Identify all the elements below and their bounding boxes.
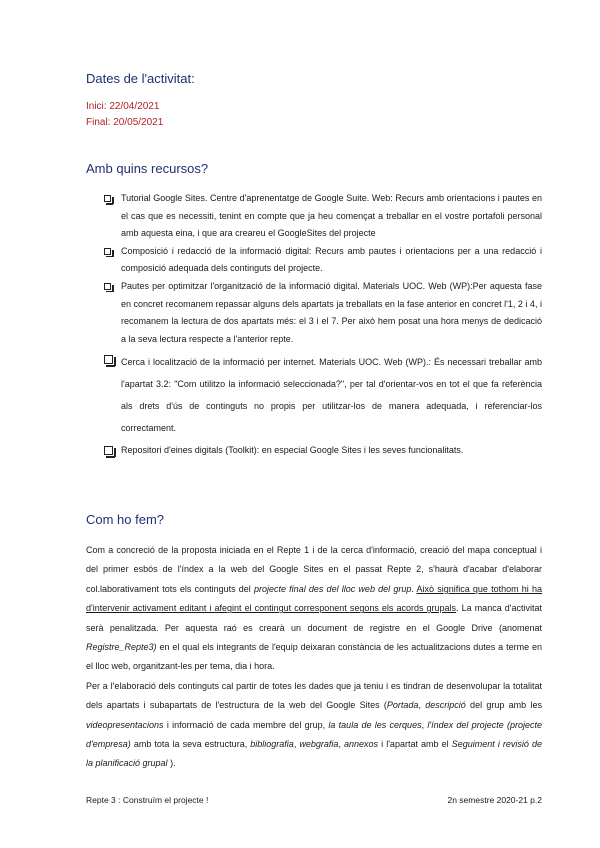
text-run: ). — [167, 758, 176, 769]
text-run: Com a concreció de la proposta iniciada en el Repte 1 i de la cerca d'informació, creació del mapa conceptual i del primer esbós de l'índex a la web del Google Sites en el passat Repte 2, s'haurà d'acabar d'elaborar col.laborativament tots els continguts del — [86, 545, 542, 594]
italic-run: la taula de les cerques — [328, 719, 422, 730]
italic-run: videopresentacions — [86, 719, 164, 730]
italic-run: webgrafia — [299, 739, 339, 750]
how-heading: Com ho fem? — [86, 512, 165, 527]
text-run: . La manca d'activitat serà penalitzada. Per aquesta raó es crearà un document de registre en el Google Drive (anomenat — [86, 603, 542, 633]
checkbox-bullet-icon — [104, 283, 111, 290]
paragraph — [86, 541, 542, 677]
checkbox-bullet-icon — [104, 355, 113, 364]
resource-text: Cerca i localització de la informació per internet. Materials UOC. Web (WP).: És necessari treballar amb l'apartat 3.2: "Com utilitzo la informació seleccionada?", per tal d'orientar-vos en tot el que fa referència als drets d'ús de continguts no propis per utilitzar-los de manera adequada, i referenciar-los correctament. — [121, 357, 542, 434]
italic-run: Registre_Repte3) — [86, 642, 157, 653]
resources-heading: Amb quins recursos? — [86, 161, 209, 176]
dates-heading: Dates de l'activitat: — [86, 71, 195, 86]
checkbox-bullet-icon — [104, 446, 113, 455]
paragraph — [86, 677, 542, 774]
list-item — [104, 243, 542, 278]
text-run: amb tota la seva estructura, — [130, 739, 251, 750]
end-date: Final: 20/05/2021 — [86, 117, 164, 128]
resource-text: Pautes per optimitzar l'organització de la informació digital. Materials UOC. Web (WP):Per aquesta fase en concret recomanem repassar alguns dels apartats ja treballats en la fase anterior en concret l'1, 2 i 4, i recomanem la lectura de dos apartats més: el 3 i el 7. Per això hem posat una hora menys de dedicació a la seva lectura respecte a l'anterior repte. — [121, 280, 542, 344]
text-run: del grup amb les — [465, 700, 542, 711]
text-run: , — [293, 739, 300, 750]
italic-run: descripció — [425, 700, 466, 711]
text-run: , — [421, 719, 428, 730]
resource-text: Tutorial Google Sites. Centre d'aprenentatge de Google Suite. Web: Recurs amb orientacions i pautes en el cas que es necessiti, tenint en compte que ja heu començat a treballar en el vostre portafoli personal amb aquesta eina, i que ara creareu el GoogleSites del projecte — [121, 193, 542, 239]
resource-text: Composició i redacció de la informació digital: Recurs amb pautes i orientacions per a una redacció i composició adequada dels continguts del projecte. — [121, 245, 542, 274]
checkbox-bullet-icon — [104, 248, 111, 255]
footer-right: 2n semestre 2020-21 p.2 — [447, 795, 542, 805]
text-run: i informació de cada membre del grup, — [163, 719, 329, 730]
list-item — [104, 442, 542, 460]
checkbox-bullet-icon — [104, 195, 111, 202]
footer-left: Repte 3 : Construïm el projecte ! — [86, 795, 209, 805]
text-run: . — [411, 583, 417, 594]
start-date: Inici: 22/04/2021 — [86, 101, 160, 112]
list-item — [104, 278, 542, 348]
text-run: , — [418, 700, 426, 711]
list-item — [104, 351, 542, 439]
text-run: i l'apartat amb el — [378, 739, 452, 750]
italic-run: projecte final des del lloc web del grup — [253, 583, 412, 594]
italic-run: Portada — [386, 700, 419, 711]
text-run: en el qual els integrants de l'equip deixaran constància de les actualitzacions dutes a terme en el lloc web, organitzant-les per tema, dia i hora. — [86, 642, 542, 672]
italic-run: bibliografia — [250, 739, 294, 750]
resources-list — [104, 190, 542, 460]
list-item — [104, 190, 542, 243]
italic-run: l'índex del projecte (projecte d'empresa) — [86, 719, 542, 750]
how-body — [86, 541, 542, 774]
resource-text: Repositori d'eines digitals (Toolkit): en especial Google Sites i les seves funcionalitats. — [121, 445, 464, 456]
text-run: , — [338, 739, 345, 750]
text-run: Per a l'elaboració dels continguts cal partir de totes les dades que ja teniu i es tindran de desenvolupar la totalitat dels apartats i subapartats de l'estructura de la web del Google Sites ( — [86, 680, 542, 711]
italic-run: Seguiment i revisió de la planificació grupal — [86, 739, 542, 769]
italic-run: annexos — [344, 739, 379, 750]
underlined-run: Això significa que tothom hi ha d'intervenir activament editant i afegint el contingut corresponent segons els acords grupals — [86, 583, 542, 614]
